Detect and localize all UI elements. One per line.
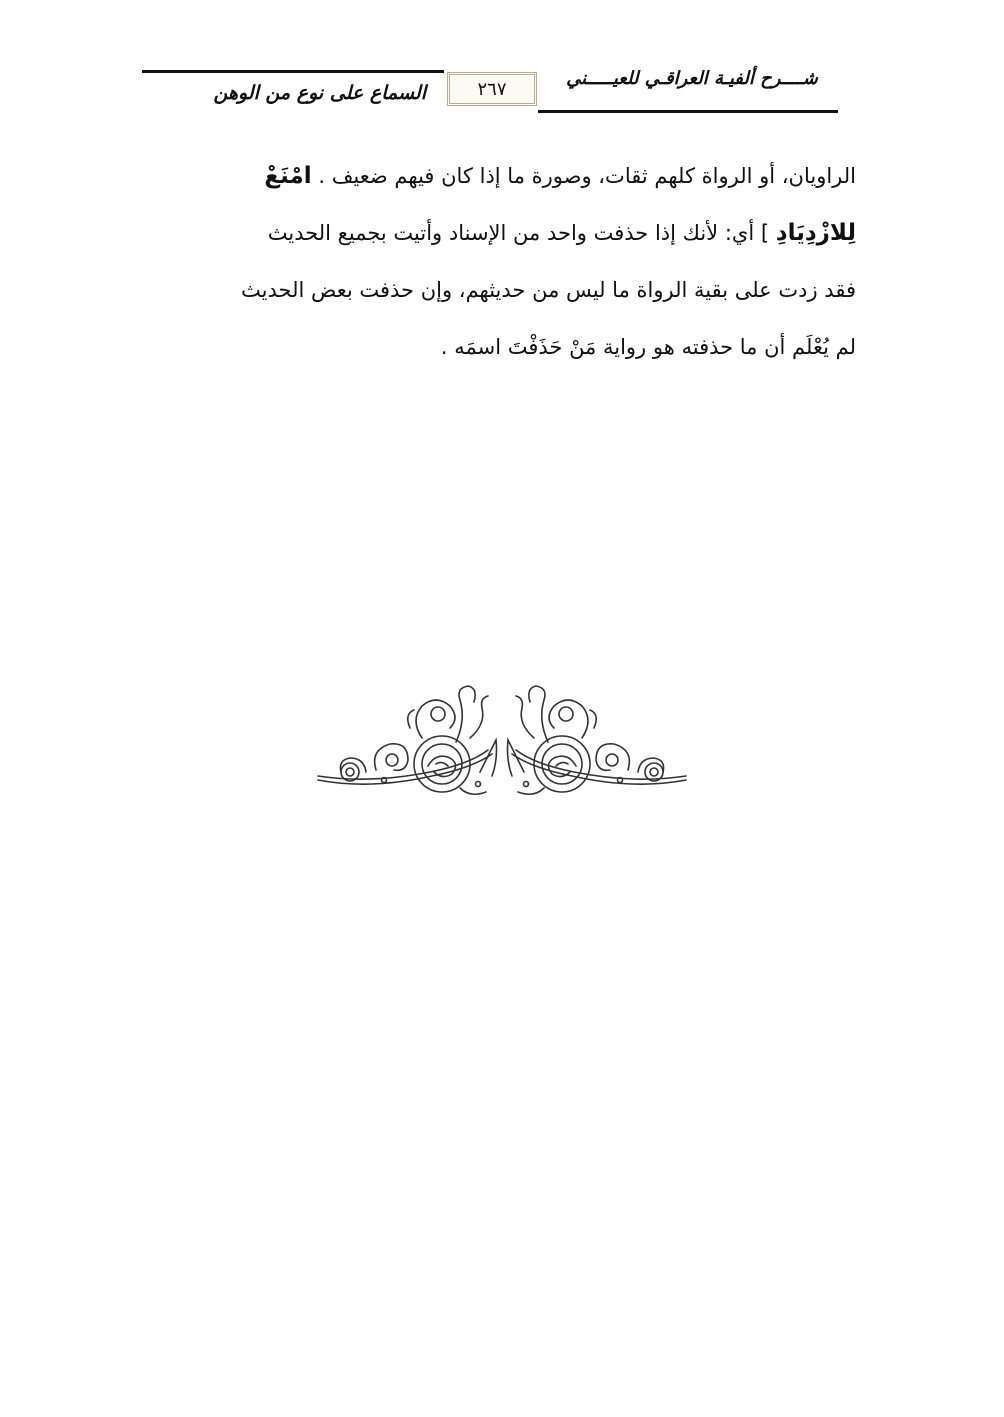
- line-3-text: فقد زدت على بقية الرواة ما ليس من حديثهم، وإن حذفت بعض الحديث: [241, 278, 856, 302]
- book-title: شــــرح ألفيـة العراقـي للعيـــــني: [566, 68, 818, 89]
- body-paragraph: [140, 148, 856, 376]
- header-rule-left: [142, 70, 444, 73]
- floral-scroll-ornament-icon: [310, 680, 694, 802]
- text-line-4: [140, 319, 856, 376]
- text-line-3: [140, 262, 856, 319]
- chapter-title: السماع على نوع من الوهن: [213, 82, 426, 104]
- text-line-1: [140, 148, 856, 205]
- running-header: [142, 66, 838, 116]
- page-number-box: [447, 72, 537, 106]
- page-number: ٢٦٧: [477, 78, 507, 100]
- matn-verse-word: امْنَعْ: [264, 163, 312, 189]
- text-line-2: [140, 205, 856, 262]
- matn-bracket: ]: [760, 221, 770, 245]
- header-rule-right: [538, 110, 838, 113]
- line-1-text: الراويان، أو الرواة كلهم ثقات، وصورة ما إذا كان فيهم ضعيف .: [318, 164, 856, 188]
- matn-verse-word-2: لِلازْدِيَادِ: [775, 220, 856, 246]
- line-4-text: لم يُعْلَم أن ما حذفته هو رواية مَنْ حَذَفْتَ اسمَه .: [440, 335, 856, 359]
- line-2-text: أي: لأنك إذا حذفت واحد من الإسناد وأتيت بجميع الحديث: [267, 221, 755, 245]
